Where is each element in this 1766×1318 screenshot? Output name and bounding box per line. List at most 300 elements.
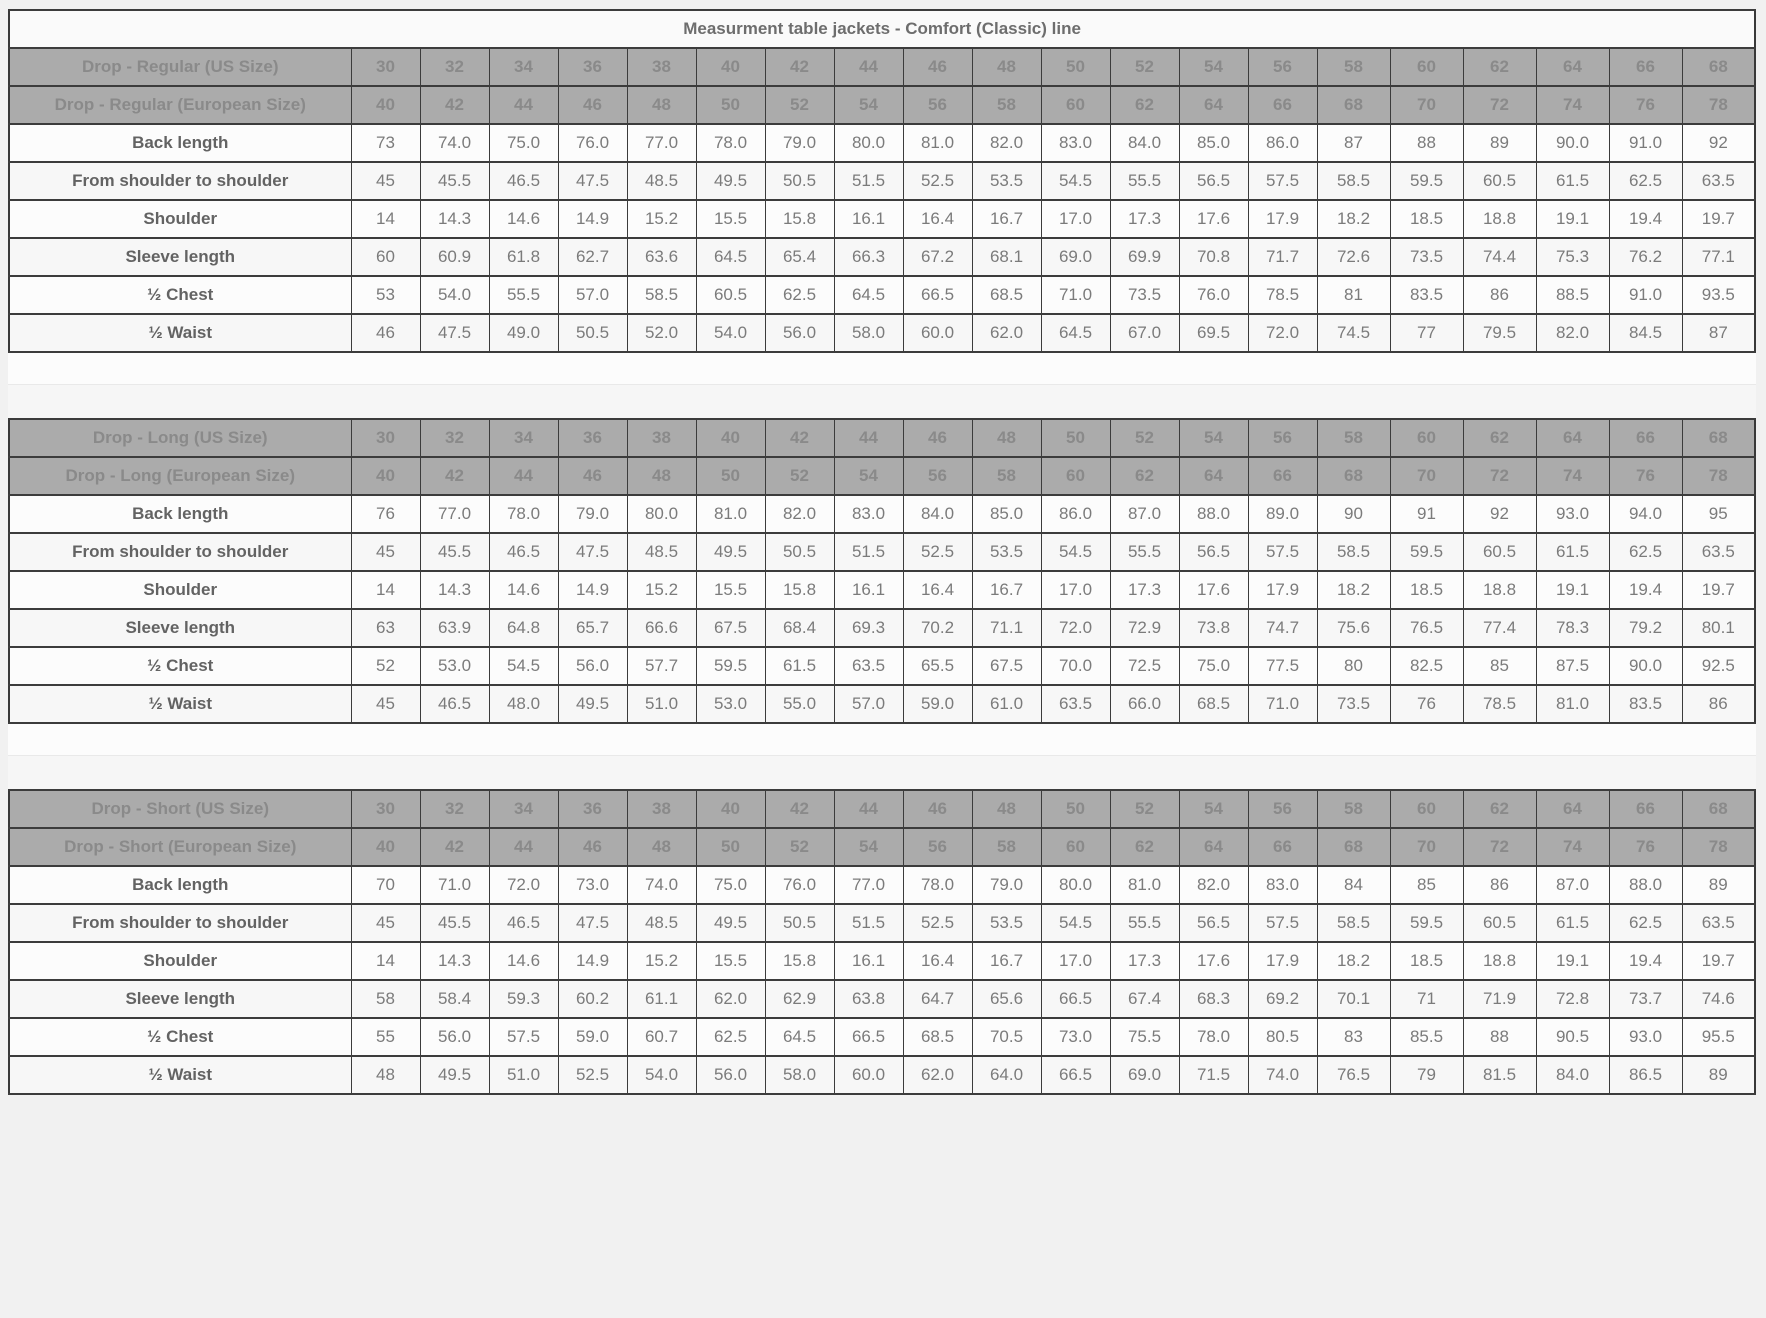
- value-cell: 86: [1463, 866, 1536, 904]
- value-cell: 18.5: [1390, 571, 1463, 609]
- value-cell: 85.5: [1390, 1018, 1463, 1056]
- value-cell: 67.0: [1110, 314, 1179, 352]
- short-row-sleeve-length: [9, 980, 1755, 1018]
- value-cell: 84: [1317, 866, 1390, 904]
- value-cell: 73.7: [1609, 980, 1682, 1018]
- value-cell: 69.5: [1179, 314, 1248, 352]
- value-cell: 60.9: [420, 238, 489, 276]
- value-cell: 73.0: [558, 866, 627, 904]
- value-cell: 17.3: [1110, 942, 1179, 980]
- value-cell: 17.6: [1179, 571, 1248, 609]
- value-cell: 53.0: [696, 685, 765, 723]
- value-cell: 76: [351, 495, 420, 533]
- value-cell: 78.0: [1179, 1018, 1248, 1056]
- size-cell-us-66: 66: [1609, 48, 1682, 86]
- value-cell: 18.8: [1463, 942, 1536, 980]
- size-cell-eu-70: 70: [1390, 828, 1463, 866]
- size-cell-us-40: 40: [696, 419, 765, 457]
- size-cell-us-46: 46: [903, 419, 972, 457]
- value-cell: 52.5: [558, 1056, 627, 1094]
- size-cell-us-56: 56: [1248, 419, 1317, 457]
- measurement-table-short: [8, 789, 1756, 1095]
- row-label: ½ Waist: [9, 1056, 351, 1094]
- long-eu-header-label: Drop - Long (European Size): [9, 457, 351, 495]
- value-cell: 54.5: [1041, 533, 1110, 571]
- value-cell: 68.5: [903, 1018, 972, 1056]
- size-cell-us-54: 54: [1179, 790, 1248, 828]
- value-cell: 14.6: [489, 200, 558, 238]
- size-cell-eu-50: 50: [696, 86, 765, 124]
- value-cell: 67.2: [903, 238, 972, 276]
- value-cell: 80.0: [834, 124, 903, 162]
- value-cell: 50.5: [558, 314, 627, 352]
- value-cell: 61.0: [972, 685, 1041, 723]
- size-cell-us-50: 50: [1041, 790, 1110, 828]
- value-cell: 95.5: [1682, 1018, 1755, 1056]
- value-cell: 50.5: [765, 162, 834, 200]
- value-cell: 68.5: [1179, 685, 1248, 723]
- value-cell: 46.5: [489, 533, 558, 571]
- value-cell: 18.5: [1390, 200, 1463, 238]
- short-us-header-label: Drop - Short (US Size): [9, 790, 351, 828]
- value-cell: 81.5: [1463, 1056, 1536, 1094]
- size-cell-us-64: 64: [1536, 790, 1609, 828]
- value-cell: 68.4: [765, 609, 834, 647]
- value-cell: 76.2: [1609, 238, 1682, 276]
- value-cell: 56.0: [420, 1018, 489, 1056]
- value-cell: 14.3: [420, 200, 489, 238]
- value-cell: 82.0: [1536, 314, 1609, 352]
- value-cell: 66.5: [834, 1018, 903, 1056]
- value-cell: 83.0: [1248, 866, 1317, 904]
- value-cell: 69.3: [834, 609, 903, 647]
- value-cell: 50.5: [765, 533, 834, 571]
- size-cell-us-42: 42: [765, 48, 834, 86]
- value-cell: 14.9: [558, 200, 627, 238]
- value-cell: 71.0: [420, 866, 489, 904]
- value-cell: 80.5: [1248, 1018, 1317, 1056]
- value-cell: 54.5: [1041, 162, 1110, 200]
- value-cell: 77.0: [627, 124, 696, 162]
- size-cell-eu-56: 56: [903, 457, 972, 495]
- value-cell: 51.5: [834, 533, 903, 571]
- size-cell-us-54: 54: [1179, 48, 1248, 86]
- value-cell: 58.5: [1317, 904, 1390, 942]
- size-cell-eu-56: 56: [903, 86, 972, 124]
- value-cell: 16.4: [903, 571, 972, 609]
- value-cell: 81.0: [696, 495, 765, 533]
- value-cell: 63.5: [1682, 162, 1755, 200]
- value-cell: 55: [351, 1018, 420, 1056]
- value-cell: 17.0: [1041, 942, 1110, 980]
- value-cell: 18.5: [1390, 942, 1463, 980]
- size-cell-eu-78: 78: [1682, 86, 1755, 124]
- value-cell: 60.2: [558, 980, 627, 1018]
- value-cell: 59.5: [1390, 162, 1463, 200]
- value-cell: 76: [1390, 685, 1463, 723]
- short-row-shoulder: [9, 942, 1755, 980]
- value-cell: 72.8: [1536, 980, 1609, 1018]
- value-cell: 60.5: [1463, 533, 1536, 571]
- value-cell: 54.5: [489, 647, 558, 685]
- size-cell-eu-54: 54: [834, 457, 903, 495]
- value-cell: 86: [1463, 276, 1536, 314]
- value-cell: 88: [1463, 1018, 1536, 1056]
- value-cell: 15.2: [627, 200, 696, 238]
- size-cell-eu-74: 74: [1536, 457, 1609, 495]
- size-cell-eu-68: 68: [1317, 828, 1390, 866]
- value-cell: 14.3: [420, 571, 489, 609]
- value-cell: 17.6: [1179, 942, 1248, 980]
- size-cell-us-66: 66: [1609, 419, 1682, 457]
- value-cell: 51.0: [627, 685, 696, 723]
- value-cell: 56.5: [1179, 904, 1248, 942]
- value-cell: 69.9: [1110, 238, 1179, 276]
- regular-row-back-length: [9, 124, 1755, 162]
- size-cell-eu-46: 46: [558, 86, 627, 124]
- value-cell: 89: [1682, 866, 1755, 904]
- value-cell: 52: [351, 647, 420, 685]
- value-cell: 74.4: [1463, 238, 1536, 276]
- value-cell: 80.0: [627, 495, 696, 533]
- value-cell: 14: [351, 200, 420, 238]
- row-label: ½ Chest: [9, 647, 351, 685]
- section-gap: [8, 724, 1756, 789]
- size-cell-us-62: 62: [1463, 790, 1536, 828]
- value-cell: 57.0: [558, 276, 627, 314]
- size-cell-us-58: 58: [1317, 48, 1390, 86]
- value-cell: 15.8: [765, 200, 834, 238]
- size-cell-us-34: 34: [489, 419, 558, 457]
- row-label: ½ Chest: [9, 1018, 351, 1056]
- size-cell-us-46: 46: [903, 48, 972, 86]
- value-cell: 14.3: [420, 942, 489, 980]
- value-cell: 72.0: [489, 866, 558, 904]
- value-cell: 14.9: [558, 571, 627, 609]
- value-cell: 19.4: [1609, 571, 1682, 609]
- value-cell: 55.5: [1110, 904, 1179, 942]
- size-cell-us-44: 44: [834, 790, 903, 828]
- value-cell: 90.5: [1536, 1018, 1609, 1056]
- value-cell: 91.0: [1609, 276, 1682, 314]
- regular-us-header-label: Drop - Regular (US Size): [9, 48, 351, 86]
- value-cell: 63.5: [1682, 533, 1755, 571]
- value-cell: 65.7: [558, 609, 627, 647]
- long-row-back-length: [9, 495, 1755, 533]
- size-cell-us-36: 36: [558, 790, 627, 828]
- value-cell: 88.5: [1536, 276, 1609, 314]
- row-label: From shoulder to shoulder: [9, 162, 351, 200]
- value-cell: 62.5: [1609, 904, 1682, 942]
- value-cell: 76.0: [558, 124, 627, 162]
- long-size-row-us: [9, 419, 1755, 457]
- value-cell: 59.0: [903, 685, 972, 723]
- long-row-waist: [9, 685, 1755, 723]
- value-cell: 71.0: [1041, 276, 1110, 314]
- value-cell: 15.8: [765, 571, 834, 609]
- value-cell: 45: [351, 162, 420, 200]
- size-cell-eu-72: 72: [1463, 86, 1536, 124]
- value-cell: 72.6: [1317, 238, 1390, 276]
- value-cell: 91.0: [1609, 124, 1682, 162]
- value-cell: 19.7: [1682, 942, 1755, 980]
- value-cell: 90.0: [1609, 647, 1682, 685]
- value-cell: 57.5: [1248, 533, 1317, 571]
- value-cell: 57.0: [834, 685, 903, 723]
- value-cell: 52.5: [903, 904, 972, 942]
- size-cell-us-62: 62: [1463, 419, 1536, 457]
- value-cell: 83: [1317, 1018, 1390, 1056]
- row-label: Sleeve length: [9, 238, 351, 276]
- size-cell-eu-78: 78: [1682, 457, 1755, 495]
- measurement-table-long: [8, 418, 1756, 724]
- value-cell: 17.3: [1110, 200, 1179, 238]
- section-body-short: [9, 790, 1755, 1094]
- value-cell: 73: [351, 124, 420, 162]
- regular-eu-header-label: Drop - Regular (European Size): [9, 86, 351, 124]
- regular-size-row-eu: [9, 86, 1755, 124]
- size-cell-us-68: 68: [1682, 48, 1755, 86]
- value-cell: 64.5: [765, 1018, 834, 1056]
- value-cell: 87.0: [1110, 495, 1179, 533]
- value-cell: 16.7: [972, 942, 1041, 980]
- measurement-table-regular: [8, 9, 1756, 353]
- value-cell: 60.5: [1463, 162, 1536, 200]
- value-cell: 60.5: [696, 276, 765, 314]
- value-cell: 81.0: [1110, 866, 1179, 904]
- value-cell: 70.2: [903, 609, 972, 647]
- value-cell: 56.5: [1179, 533, 1248, 571]
- value-cell: 46.5: [420, 685, 489, 723]
- value-cell: 62.7: [558, 238, 627, 276]
- value-cell: 19.1: [1536, 200, 1609, 238]
- value-cell: 67.5: [696, 609, 765, 647]
- value-cell: 75.6: [1317, 609, 1390, 647]
- row-label: Back length: [9, 124, 351, 162]
- size-cell-eu-64: 64: [1179, 86, 1248, 124]
- value-cell: 14: [351, 942, 420, 980]
- size-cell-us-48: 48: [972, 419, 1041, 457]
- value-cell: 73.0: [1041, 1018, 1110, 1056]
- value-cell: 66.6: [627, 609, 696, 647]
- size-cell-eu-60: 60: [1041, 86, 1110, 124]
- value-cell: 82.0: [1179, 866, 1248, 904]
- value-cell: 75.0: [696, 866, 765, 904]
- value-cell: 56.0: [558, 647, 627, 685]
- value-cell: 55.5: [1110, 533, 1179, 571]
- value-cell: 61.5: [1536, 162, 1609, 200]
- value-cell: 79.0: [558, 495, 627, 533]
- value-cell: 58.5: [627, 276, 696, 314]
- size-cell-eu-62: 62: [1110, 457, 1179, 495]
- value-cell: 51.5: [834, 162, 903, 200]
- value-cell: 74.7: [1248, 609, 1317, 647]
- size-cell-us-58: 58: [1317, 419, 1390, 457]
- value-cell: 65.5: [903, 647, 972, 685]
- value-cell: 66.0: [1110, 685, 1179, 723]
- value-cell: 62.9: [765, 980, 834, 1018]
- short-size-row-eu: [9, 828, 1755, 866]
- value-cell: 51.0: [489, 1056, 558, 1094]
- value-cell: 18.8: [1463, 200, 1536, 238]
- value-cell: 54.0: [420, 276, 489, 314]
- size-cell-eu-48: 48: [627, 86, 696, 124]
- value-cell: 84.5: [1609, 314, 1682, 352]
- short-row-back-length: [9, 866, 1755, 904]
- value-cell: 14.6: [489, 571, 558, 609]
- long-size-row-eu: [9, 457, 1755, 495]
- value-cell: 66.5: [1041, 1056, 1110, 1094]
- size-cell-us-38: 38: [627, 48, 696, 86]
- value-cell: 57.7: [627, 647, 696, 685]
- value-cell: 16.4: [903, 200, 972, 238]
- value-cell: 14: [351, 571, 420, 609]
- size-cell-us-68: 68: [1682, 790, 1755, 828]
- value-cell: 79.2: [1609, 609, 1682, 647]
- value-cell: 74.5: [1317, 314, 1390, 352]
- value-cell: 77.5: [1248, 647, 1317, 685]
- value-cell: 79.0: [972, 866, 1041, 904]
- value-cell: 71.9: [1463, 980, 1536, 1018]
- value-cell: 82.0: [765, 495, 834, 533]
- value-cell: 86.0: [1041, 495, 1110, 533]
- value-cell: 48.0: [489, 685, 558, 723]
- size-cell-eu-50: 50: [696, 457, 765, 495]
- size-cell-us-36: 36: [558, 48, 627, 86]
- value-cell: 16.1: [834, 942, 903, 980]
- value-cell: 46: [351, 314, 420, 352]
- value-cell: 67.4: [1110, 980, 1179, 1018]
- size-cell-us-48: 48: [972, 790, 1041, 828]
- size-cell-us-44: 44: [834, 48, 903, 86]
- value-cell: 64.0: [972, 1056, 1041, 1094]
- size-cell-eu-60: 60: [1041, 457, 1110, 495]
- value-cell: 54.5: [1041, 904, 1110, 942]
- value-cell: 72.0: [1248, 314, 1317, 352]
- row-label: Back length: [9, 866, 351, 904]
- value-cell: 45.5: [420, 533, 489, 571]
- value-cell: 45.5: [420, 904, 489, 942]
- regular-row-shoulder: [9, 200, 1755, 238]
- value-cell: 79.5: [1463, 314, 1536, 352]
- size-cell-eu-58: 58: [972, 86, 1041, 124]
- value-cell: 78.0: [696, 124, 765, 162]
- value-cell: 19.1: [1536, 571, 1609, 609]
- regular-row-chest: [9, 276, 1755, 314]
- value-cell: 78.0: [903, 866, 972, 904]
- value-cell: 89: [1463, 124, 1536, 162]
- size-cell-us-46: 46: [903, 790, 972, 828]
- size-cell-eu-66: 66: [1248, 457, 1317, 495]
- value-cell: 16.1: [834, 571, 903, 609]
- size-cell-eu-72: 72: [1463, 457, 1536, 495]
- size-cell-eu-48: 48: [627, 457, 696, 495]
- value-cell: 17.9: [1248, 200, 1317, 238]
- size-cell-us-44: 44: [834, 419, 903, 457]
- size-cell-us-30: 30: [351, 419, 420, 457]
- size-cell-eu-48: 48: [627, 828, 696, 866]
- value-cell: 61.1: [627, 980, 696, 1018]
- value-cell: 15.2: [627, 942, 696, 980]
- size-cell-us-34: 34: [489, 790, 558, 828]
- value-cell: 78.5: [1248, 276, 1317, 314]
- value-cell: 91: [1390, 495, 1463, 533]
- size-cell-eu-70: 70: [1390, 86, 1463, 124]
- value-cell: 57.5: [489, 1018, 558, 1056]
- value-cell: 19.4: [1609, 942, 1682, 980]
- regular-row-waist: [9, 314, 1755, 352]
- value-cell: 68.3: [1179, 980, 1248, 1018]
- value-cell: 65.6: [972, 980, 1041, 1018]
- value-cell: 73.5: [1317, 685, 1390, 723]
- value-cell: 87.0: [1536, 866, 1609, 904]
- value-cell: 16.1: [834, 200, 903, 238]
- size-cell-eu-52: 52: [765, 86, 834, 124]
- value-cell: 47.5: [420, 314, 489, 352]
- value-cell: 62.5: [1609, 533, 1682, 571]
- value-cell: 49.5: [696, 162, 765, 200]
- value-cell: 83.0: [1041, 124, 1110, 162]
- size-cell-eu-44: 44: [489, 457, 558, 495]
- row-label: From shoulder to shoulder: [9, 904, 351, 942]
- value-cell: 49.5: [696, 904, 765, 942]
- value-cell: 62.0: [696, 980, 765, 1018]
- size-cell-eu-64: 64: [1179, 457, 1248, 495]
- value-cell: 50.5: [765, 904, 834, 942]
- size-cell-eu-70: 70: [1390, 457, 1463, 495]
- value-cell: 53: [351, 276, 420, 314]
- value-cell: 71: [1390, 980, 1463, 1018]
- value-cell: 15.5: [696, 942, 765, 980]
- value-cell: 49.5: [696, 533, 765, 571]
- size-cell-eu-46: 46: [558, 457, 627, 495]
- value-cell: 66.5: [903, 276, 972, 314]
- size-cell-eu-76: 76: [1609, 86, 1682, 124]
- size-cell-us-50: 50: [1041, 419, 1110, 457]
- value-cell: 81.0: [1536, 685, 1609, 723]
- value-cell: 16.7: [972, 571, 1041, 609]
- row-label: Shoulder: [9, 942, 351, 980]
- size-cell-us-52: 52: [1110, 419, 1179, 457]
- page-title: Measurment table jackets - Comfort (Classic) line: [9, 10, 1755, 48]
- value-cell: 85: [1390, 866, 1463, 904]
- value-cell: 63.9: [420, 609, 489, 647]
- value-cell: 59.3: [489, 980, 558, 1018]
- value-cell: 63.6: [627, 238, 696, 276]
- size-cell-us-64: 64: [1536, 419, 1609, 457]
- value-cell: 74.6: [1682, 980, 1755, 1018]
- value-cell: 49.0: [489, 314, 558, 352]
- value-cell: 86.0: [1248, 124, 1317, 162]
- section-body-regular: [9, 48, 1755, 352]
- regular-size-row-us: [9, 48, 1755, 86]
- value-cell: 92: [1682, 124, 1755, 162]
- value-cell: 84.0: [1110, 124, 1179, 162]
- short-size-row-us: [9, 790, 1755, 828]
- value-cell: 75.5: [1110, 1018, 1179, 1056]
- value-cell: 57.5: [1248, 904, 1317, 942]
- value-cell: 18.2: [1317, 200, 1390, 238]
- size-cell-us-30: 30: [351, 790, 420, 828]
- value-cell: 85: [1463, 647, 1536, 685]
- value-cell: 77.0: [834, 866, 903, 904]
- value-cell: 62.0: [972, 314, 1041, 352]
- size-cell-us-40: 40: [696, 48, 765, 86]
- value-cell: 80.1: [1682, 609, 1755, 647]
- value-cell: 17.0: [1041, 200, 1110, 238]
- value-cell: 72.0: [1041, 609, 1110, 647]
- row-label: Sleeve length: [9, 980, 351, 1018]
